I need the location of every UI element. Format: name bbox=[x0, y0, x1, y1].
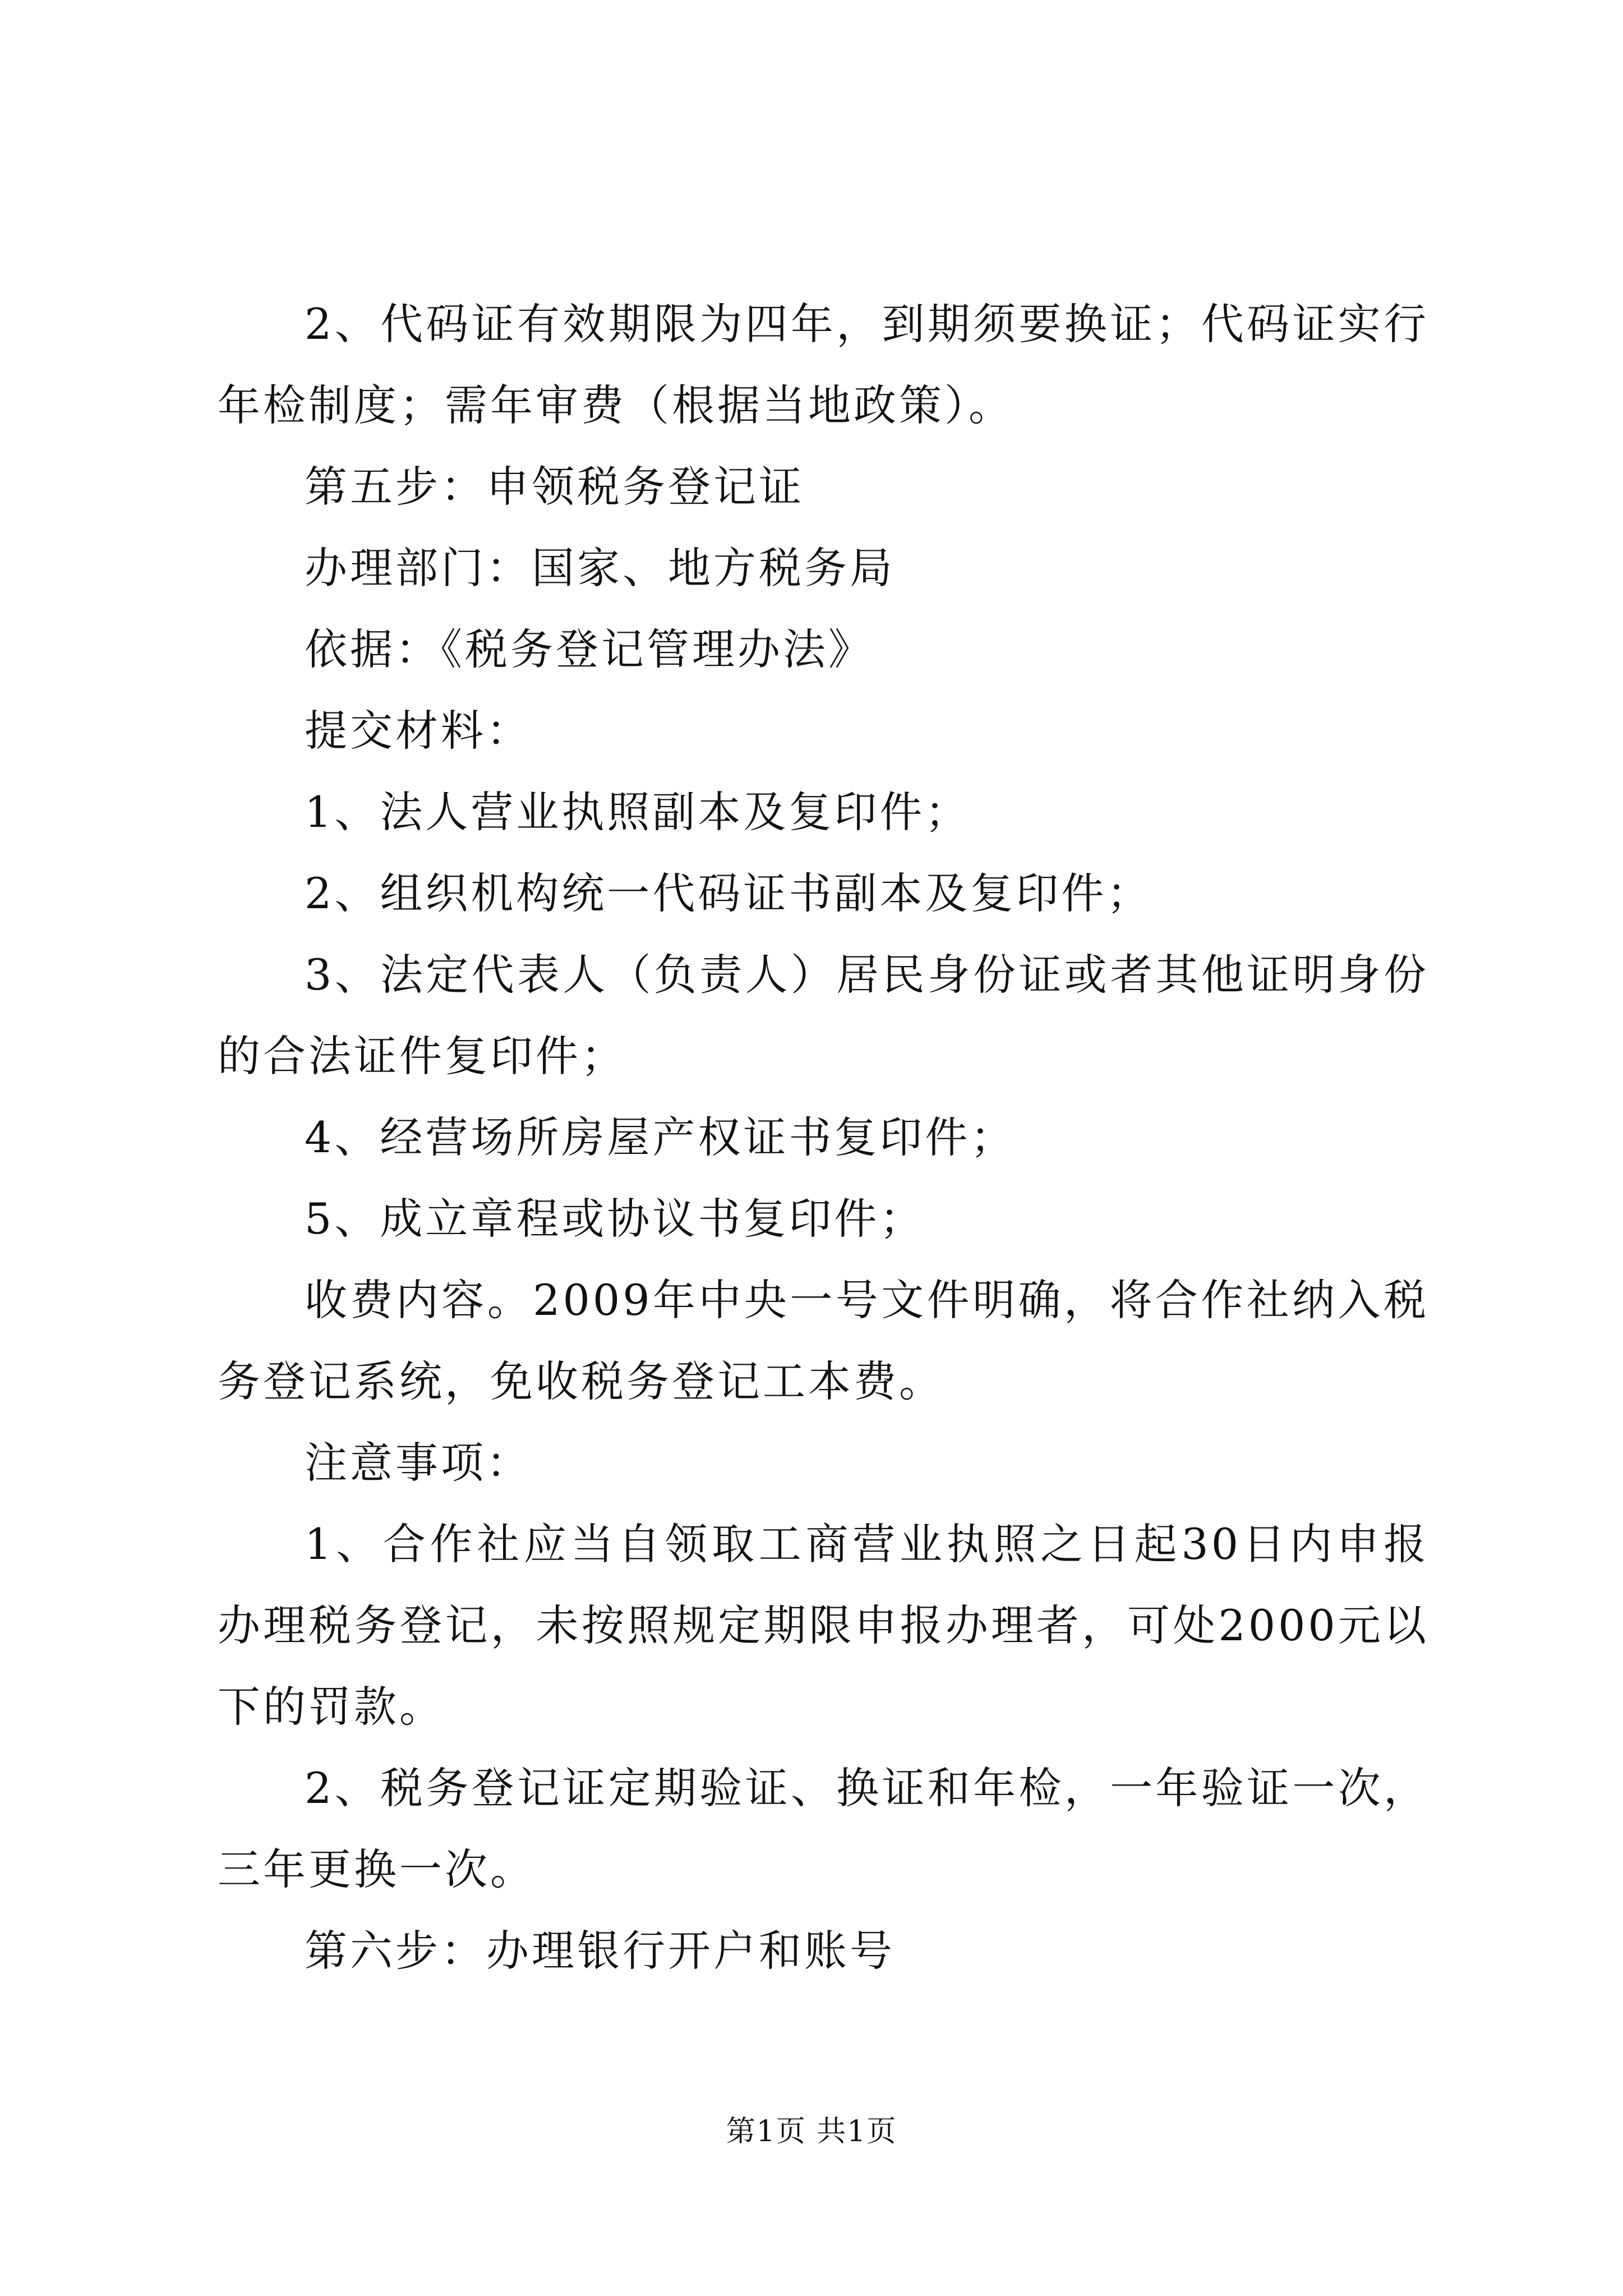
document-body bbox=[218, 283, 1429, 1991]
heading-step-five: 第五步：申领税务登记证 bbox=[305, 462, 804, 512]
list-item-material-2: 2、组织机构统一代码证书副本及复印件； bbox=[305, 868, 1152, 918]
list-item-note-1: 1、合作社应当自领取工商营业执照之日起30日内申报办理税务登记，未按照规定期限申报办理者，可处2000元以下的罚款。 bbox=[218, 1519, 1429, 1732]
page-footer: 第1页 共1页 bbox=[726, 2115, 897, 2148]
paragraph-department: 办理部门：国家、地方税务局 bbox=[305, 543, 895, 593]
paragraph-code-cert-validity: 2、代码证有效期限为四年，到期须要换证；代码证实行年检制度；需年审费（根据当地政策）。 bbox=[218, 299, 1429, 430]
list-item-material-3: 3、法定代表人（负责人）居民身份证或者其他证明身份的合法证件复印件； bbox=[218, 950, 1429, 1081]
list-item-material-5: 5、成立章程或协议书复印件； bbox=[305, 1194, 925, 1244]
list-item-material-1: 1、法人营业执照副本及复印件； bbox=[305, 787, 971, 837]
paragraph-materials-label: 提交材料： bbox=[305, 706, 532, 756]
paragraph-basis: 依据：《税务登记管理办法》 bbox=[305, 624, 874, 674]
paragraph-notes-label: 注意事项： bbox=[305, 1438, 532, 1488]
paragraph-fees: 收费内容。2009年中央一号文件明确，将合作社纳入税务登记系统，免收税务登记工本费。 bbox=[218, 1275, 1429, 1406]
list-item-note-2: 2、税务登记证定期验证、换证和年检，一年验证一次，三年更换一次。 bbox=[218, 1763, 1429, 1894]
list-item-material-4: 4、经营场所房屋产权证书复印件； bbox=[305, 1112, 1016, 1162]
heading-step-six: 第六步：办理银行开户和账号 bbox=[305, 1926, 895, 1976]
